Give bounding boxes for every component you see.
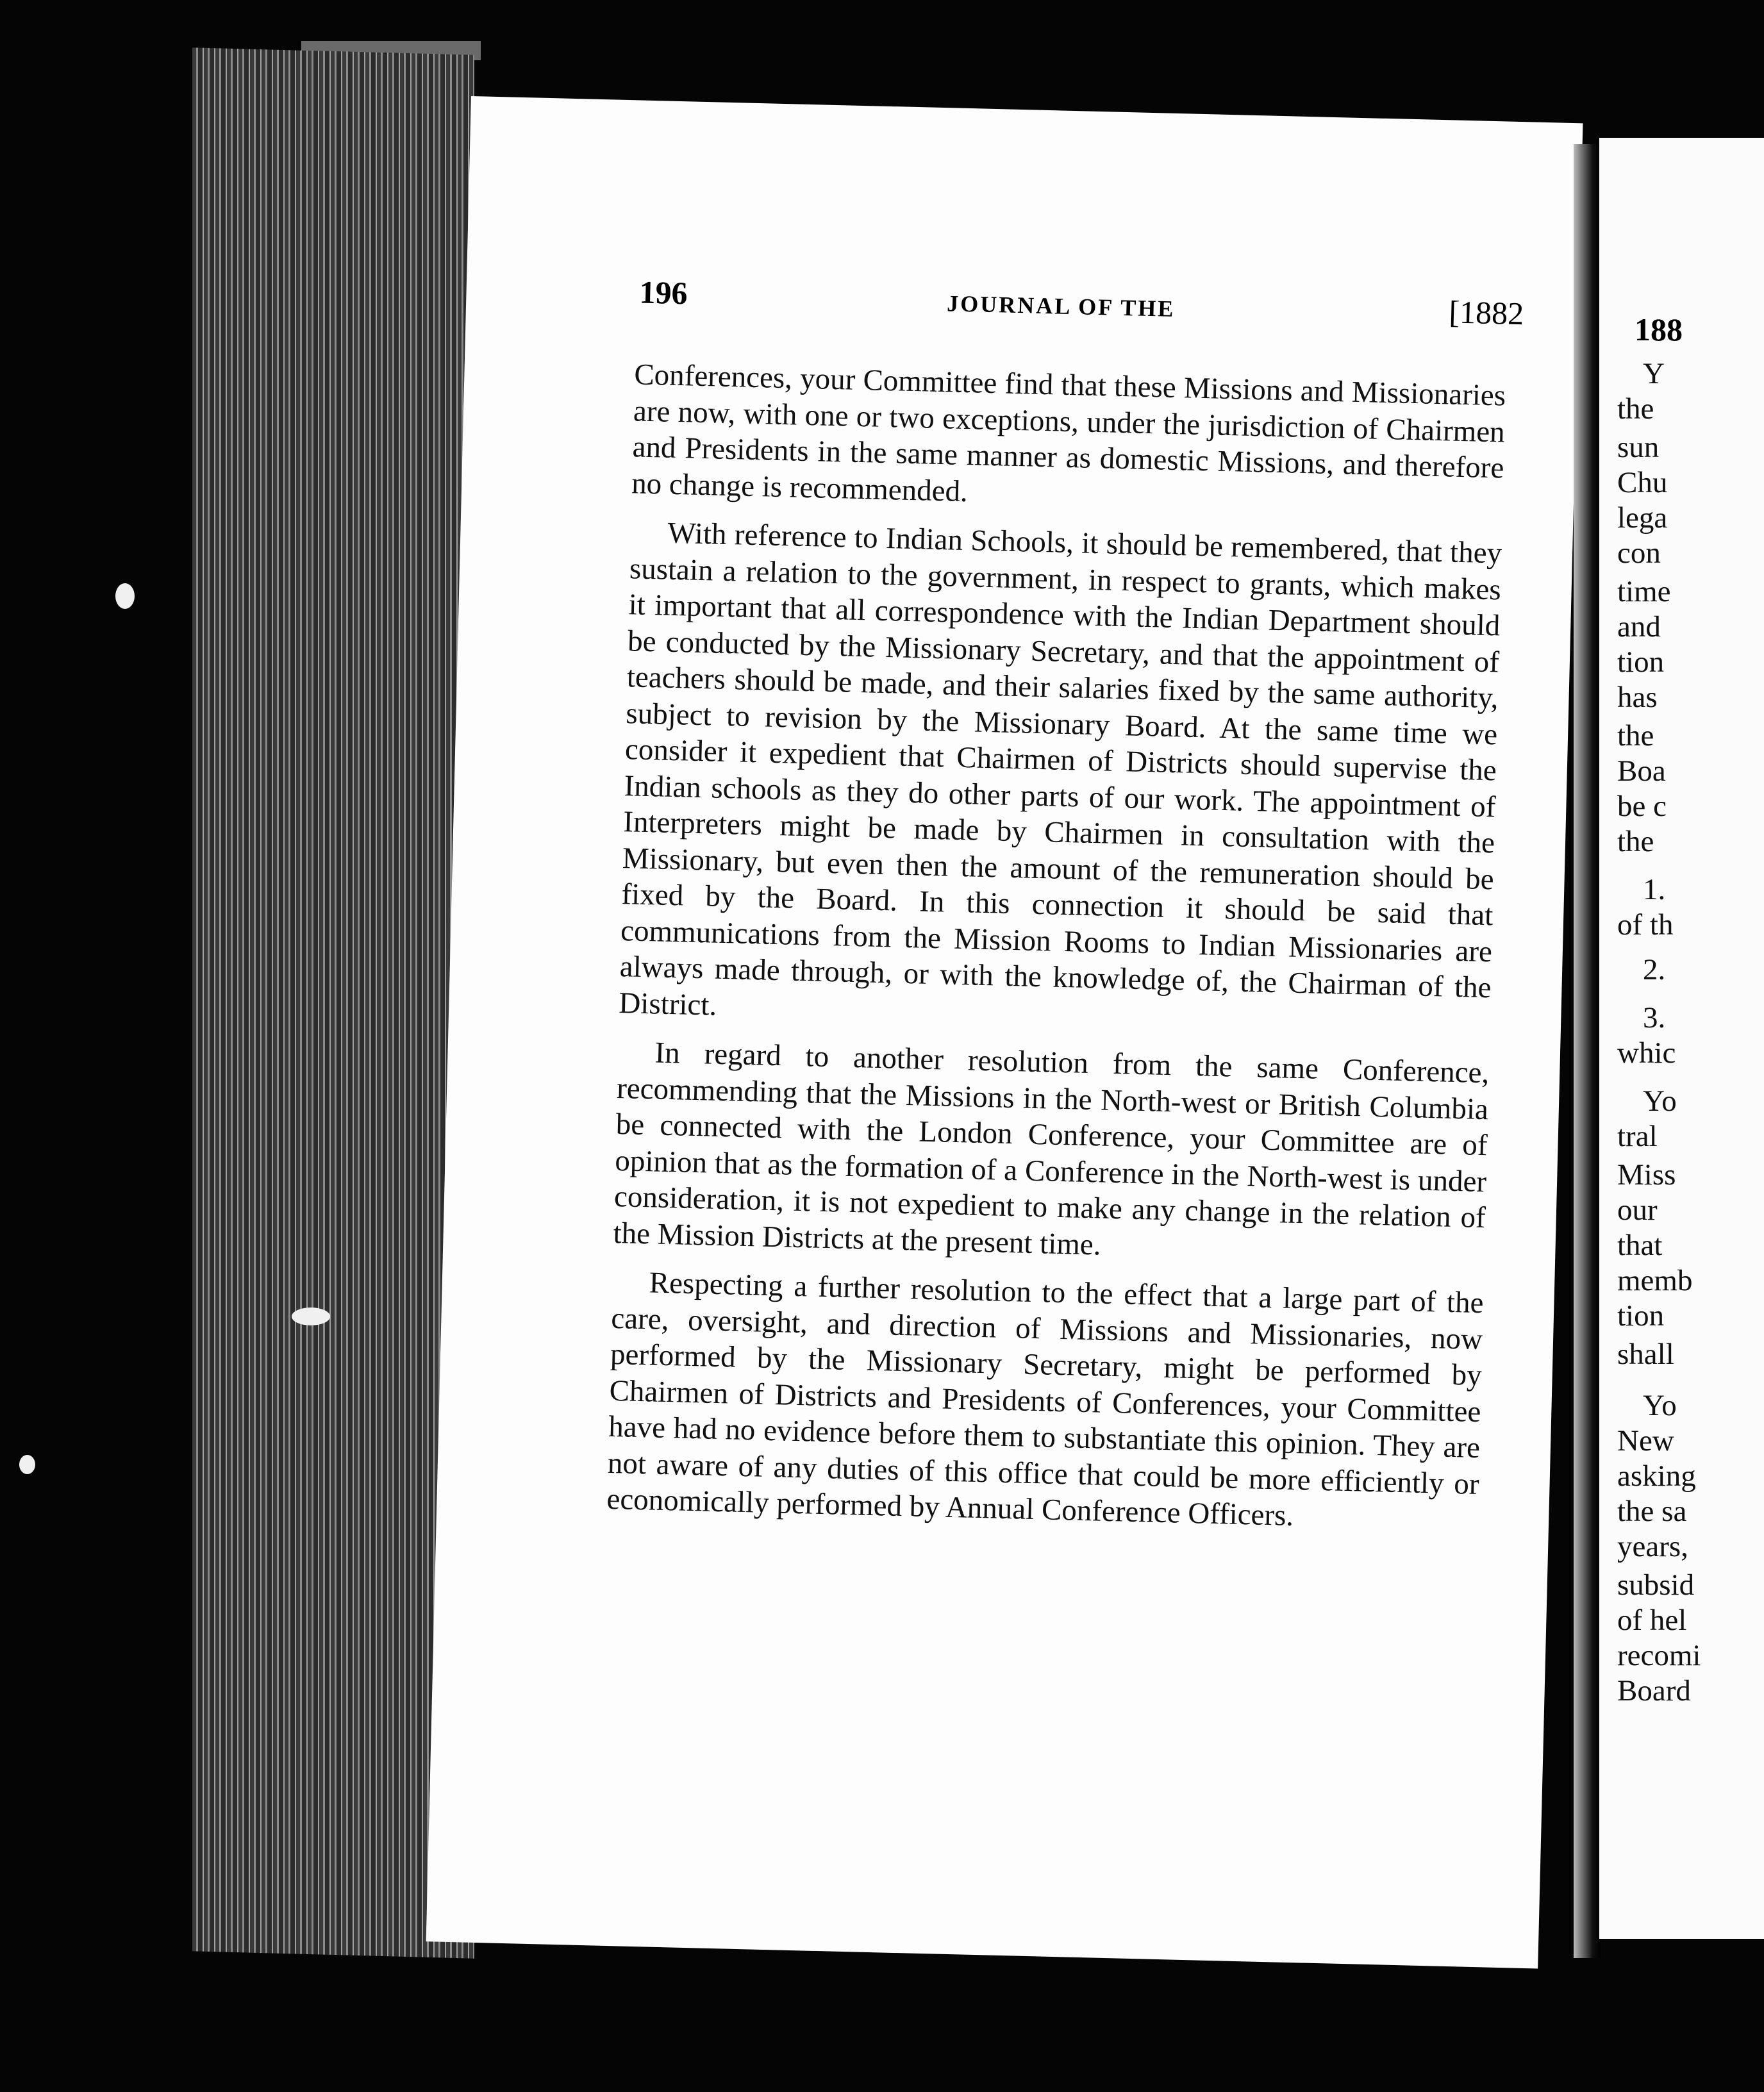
- right-page-line: subsid: [1617, 1568, 1695, 1602]
- page-number: 196: [638, 274, 688, 311]
- paragraph: With reference to Indian Schools, it should be remembered, that they sustain a relation to the government, in respect to grants, which makes it important that all correspondence with the Indian Department should be conducted by the Missionary Secretary, and that the appointment of teachers should be made, and their salaries fixed by the same authority, subject to revision by the Missionary Board. At the same time we consider it expedient that Chairmen of Districts should supervise the Indian schools as they do other parts of our work. The appointment of Interpreters might be made by Chairmen in consultation with the Missionary, but even then the amount of the remuneration should be fixed by the Board. In this connection it should be said that communications from the Mission Rooms to Indian Missionaries are always made through, or with the knowledge of, the Chairman of the District.: [618, 516, 1502, 1022]
- right-page-line: asking: [1617, 1459, 1696, 1493]
- right-page-line: whic: [1617, 1036, 1676, 1070]
- right-page-line: shall: [1617, 1338, 1674, 1371]
- right-page-line: Board: [1617, 1674, 1691, 1707]
- book-gutter: [1574, 144, 1601, 1958]
- right-page-line: and: [1617, 610, 1661, 643]
- right-page: [1599, 138, 1764, 1939]
- paragraph: In regard to another resolution from the same Conference, recommending that the Missions in the North-west or British Columbia be connected with the London Conference, your Committee are of opinion that as the formation of a Conference in the North-west is under consideration, it is not expedient to make any change in the relation of the Mission Districts at the present time.: [613, 1036, 1490, 1262]
- right-page-line: 1.: [1643, 873, 1666, 906]
- right-page-line: the: [1617, 392, 1654, 426]
- right-page-line: tral: [1617, 1120, 1658, 1153]
- left-page: [426, 96, 1583, 1969]
- dust-speck: [115, 583, 135, 609]
- right-page-line: Miss: [1617, 1158, 1676, 1191]
- right-page-line: years,: [1617, 1530, 1688, 1563]
- running-title: JOURNAL OF THE: [946, 290, 1176, 322]
- right-page-line: 2.: [1643, 953, 1666, 986]
- right-page-line: Yo: [1643, 1389, 1677, 1422]
- body-text: [606, 356, 1506, 1551]
- right-page-line: the: [1617, 825, 1654, 858]
- right-page-line: time: [1617, 575, 1671, 608]
- right-page-line: the sa: [1617, 1495, 1687, 1528]
- right-page-line: Y: [1643, 357, 1665, 390]
- right-page-line: lega: [1617, 501, 1668, 535]
- right-page-number: 188: [1635, 311, 1683, 347]
- right-page-line: 3.: [1643, 1001, 1666, 1034]
- dust-speck: [19, 1455, 35, 1474]
- right-page-line: con: [1617, 536, 1661, 570]
- right-page-line: New: [1617, 1424, 1674, 1457]
- right-page-line: of hel: [1617, 1604, 1687, 1637]
- right-page-line: has: [1617, 681, 1658, 714]
- dust-speck: [292, 1308, 330, 1325]
- right-page-line: sun: [1617, 431, 1660, 464]
- page-header: [638, 274, 1524, 333]
- right-page-line: tion: [1617, 645, 1665, 679]
- right-page-line: that: [1617, 1229, 1663, 1262]
- right-page-line: our: [1617, 1193, 1658, 1227]
- right-page-line: be c: [1617, 790, 1667, 823]
- right-page-line: Boa: [1617, 754, 1666, 788]
- right-page-line: recomi: [1617, 1639, 1701, 1672]
- year-marker: [1882: [1448, 294, 1524, 332]
- right-page-line: memb: [1617, 1264, 1693, 1297]
- paragraph: Conferences, your Committee find that these Missions and Missionaries are now, with one or two exceptions, under the jurisdiction of Chairmen and Presidents in the same manner as domestic Missions, and therefore no change is recommended.: [631, 358, 1506, 508]
- right-page-line: tion: [1617, 1299, 1665, 1332]
- right-page-line: the: [1617, 719, 1654, 752]
- right-page-line: of th: [1617, 908, 1674, 942]
- right-page-line: Chu: [1617, 466, 1668, 499]
- paragraph: Respecting a further resolution to the effect that a large part of the care, oversight, and direction of Missions and Missionaries, now performed by the Missionary Secretary, might be performed by Chairmen of Districts and Presidents of Conferences, your Committee have had no evidence before them to substantiate this opinion. They are not aware of any duties of this office that could be more efficiently or economically performed by Annual Conference Officers.: [606, 1266, 1485, 1533]
- right-page-line: Yo: [1643, 1084, 1677, 1118]
